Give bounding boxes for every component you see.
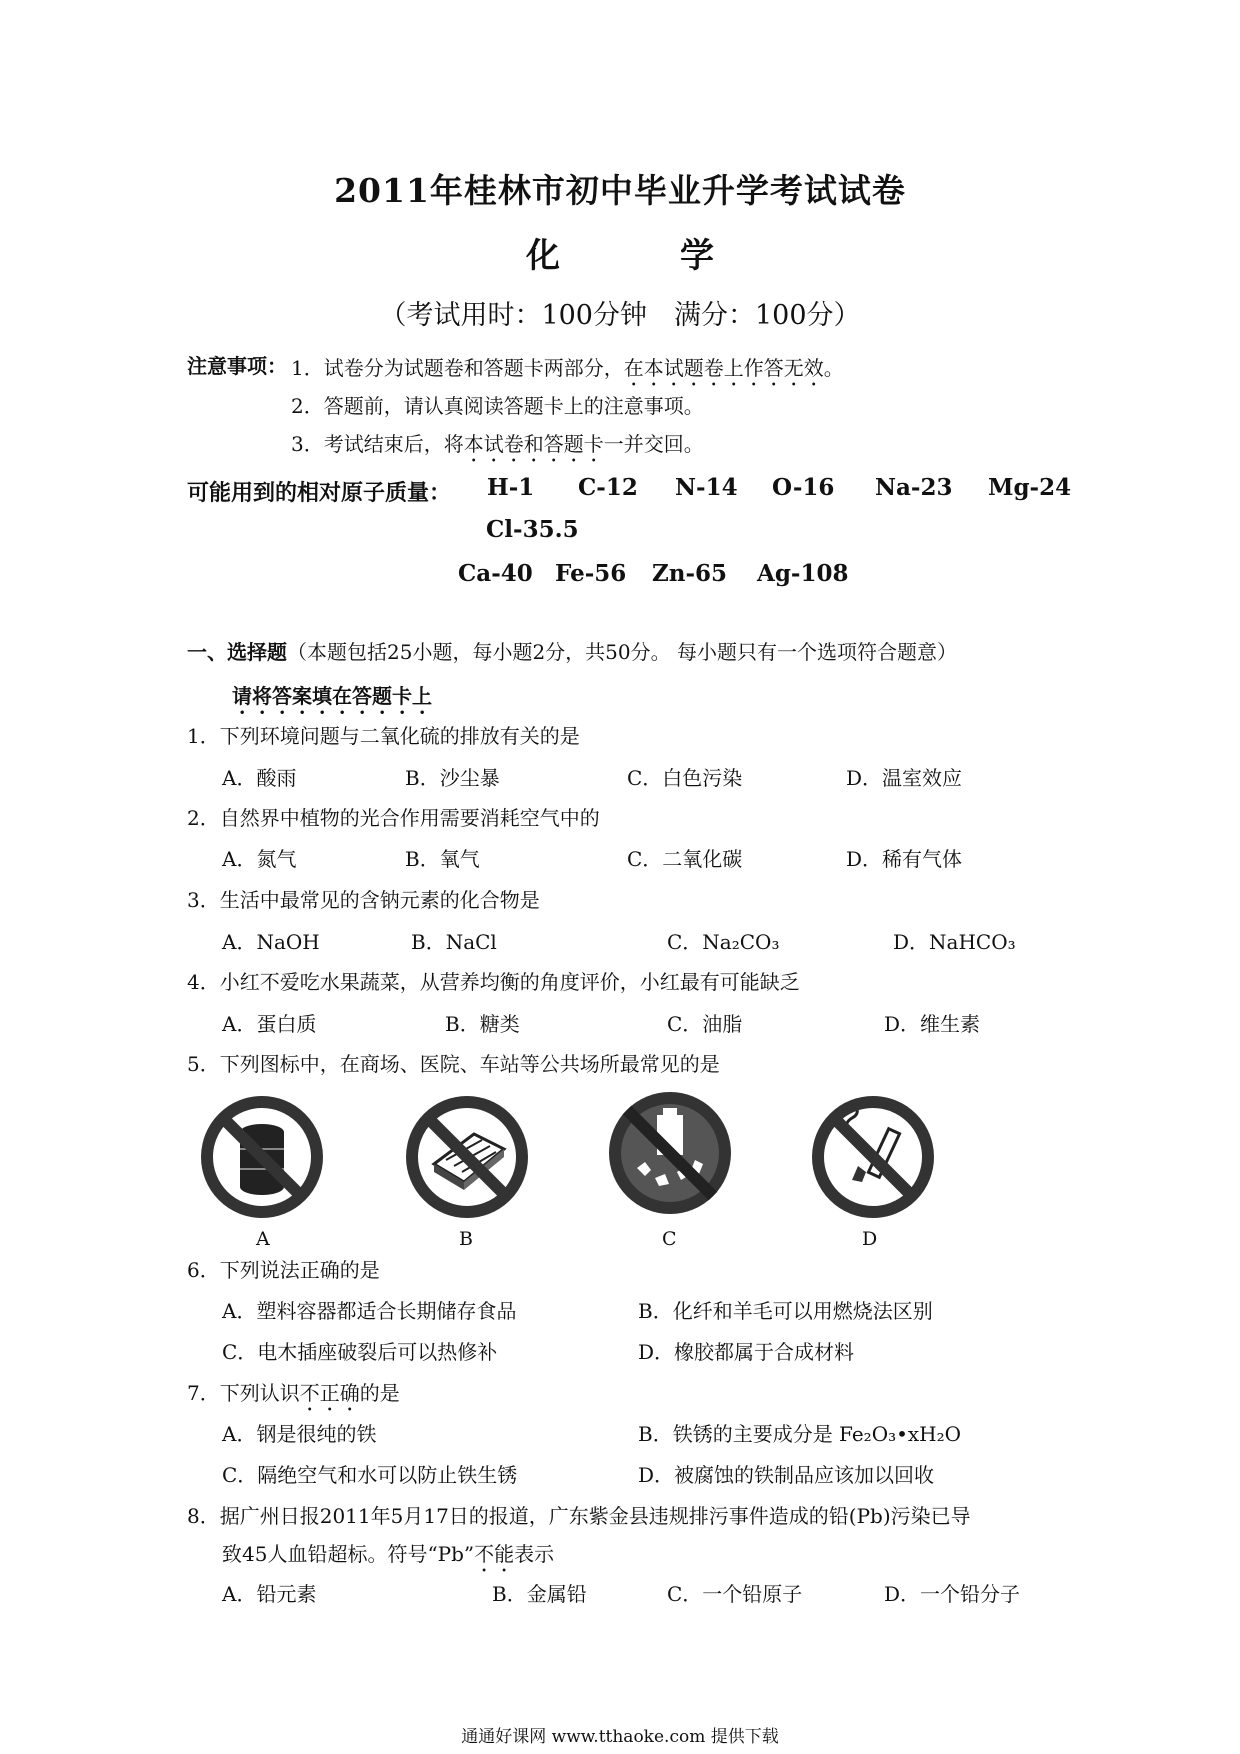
question-stem: 1．下列环境问题与二氧化硫的排放有关的是 [187,724,580,748]
option: A．NaOH [222,930,320,954]
option: C．Na₂CO₃ [667,930,780,954]
section-note: 请将答案填在答题卡上 [232,684,432,708]
question-stem: 8．据广州日报2011年5月17日的报道，广东紫金县违规排污事件造成的铅(Pb)污染已导 [187,1504,971,1528]
option: B．糖类 [445,1012,520,1036]
option: A．蛋白质 [222,1012,317,1036]
subject-char-2: 学 [680,236,714,276]
option: B．铁锈的主要成分是 Fe₂O₃•xH₂O [638,1422,962,1446]
atomic-mass-item: Fe-56 [555,560,627,587]
question-stem: 6．下列说法正确的是 [187,1258,380,1282]
option: D．橡胶都属于合成材料 [638,1340,855,1364]
exam-time-info: （考试用时：100分钟 满分：100分） [379,300,861,331]
option: A．钢是很纯的铁 [222,1422,377,1446]
notice-label: 注意事项： [187,354,287,378]
atomic-mass-item: Ag-108 [757,560,849,587]
option: D．被腐蚀的铁制品应该加以回收 [638,1463,935,1487]
option: D．一个铅分子 [884,1582,1021,1606]
option: A．塑料容器都适合长期储存食品 [222,1299,517,1323]
option: B．氧气 [405,847,480,871]
subject-title [0,228,1240,277]
atomic-mass-item: Ca-40 [458,560,533,587]
atomic-mass-label: 可能用到的相对原子质量： [187,481,452,506]
exam-title: 2011年桂林市初中毕业升学考试试卷 [334,171,906,210]
atomic-mass-item: Na-23 [875,474,953,501]
option: C．一个铅原子 [667,1582,803,1606]
footer-text: 通通好课网 www.tthaoke.com 提供下载 [461,1727,779,1747]
option: C．隔绝空气和水可以防止铁生锈 [222,1463,518,1487]
question-emphasis: 不正确 [299,1381,360,1405]
question-stem-cont: 致45人血铅超标。符号“Pb”不能表示 [222,1542,555,1566]
atomic-mass-item: Zn-65 [652,560,728,587]
option: D．NaHCO₃ [893,930,1016,954]
option: B．NaCl [411,930,497,954]
atomic-mass-item: O-16 [772,474,835,501]
sign-label: D [862,1228,878,1250]
question-stem: 7．下列认识不正确的是 [187,1381,400,1405]
option: B．沙尘暴 [405,766,500,790]
question-emphasis: 不能 [474,1542,515,1566]
atomic-mass-item: Mg-24 [988,474,1072,501]
cigarette-icon [810,1094,936,1220]
matchbox-icon [404,1094,530,1220]
atomic-mass-item: C-12 [578,474,638,501]
notice-emphasis: 本试卷和答题卡 [463,432,604,456]
option: C．油脂 [667,1012,743,1036]
option: D．稀有气体 [846,847,963,871]
option: A．氮气 [222,847,297,871]
notice-emphasis: 在本试题卷上作答无效 [623,356,824,380]
option: A．酸雨 [222,766,297,790]
atomic-mass-item: H-1 [487,474,535,501]
sign-label: C [662,1228,677,1250]
option: C．白色污染 [627,766,743,790]
option: B．化纤和羊毛可以用燃烧法区别 [638,1299,933,1323]
question-stem: 3．生活中最常见的含钠元素的化合物是 [187,888,540,912]
sign-label: A [256,1228,270,1250]
option: C．二氧化碳 [627,847,743,871]
question-stem: 4．小红不爱吃水果蔬菜，从营养均衡的角度评价，小红最有可能缺乏 [187,970,800,994]
option: A．铅元素 [222,1582,317,1606]
option: C．电木插座破裂后可以热修补 [222,1340,498,1364]
atomic-mass-item: Cl-35.5 [486,516,579,543]
option: B．金属铅 [492,1582,587,1606]
question-stem: 2．自然界中植物的光合作用需要消耗空气中的 [187,806,600,830]
section-heading: 一、选择题（本题包括25小题，每小题2分，共50分。 每小题只有一个选项符合题意） [187,640,957,664]
notice-item-3: 3．考试结束后，将本试卷和答题卡一并交回。 [291,432,704,456]
option: D．维生素 [884,1012,981,1036]
oil-drum-icon [199,1094,325,1220]
atomic-mass-item: N-14 [675,474,738,501]
notice-item-2: 2．答题前，请认真阅读答题卡上的注意事项。 [291,394,704,418]
firecracker-icon [607,1090,733,1216]
subject-char-1: 化 [526,236,560,276]
sign-label: B [459,1228,473,1250]
notice-item-1: 1．试卷分为试题卷和答题卡两部分，在本试题卷上作答无效。 [291,356,844,380]
question-stem: 5．下列图标中，在商场、医院、车站等公共场所最常见的是 [187,1052,720,1076]
option: D．温室效应 [846,766,963,790]
